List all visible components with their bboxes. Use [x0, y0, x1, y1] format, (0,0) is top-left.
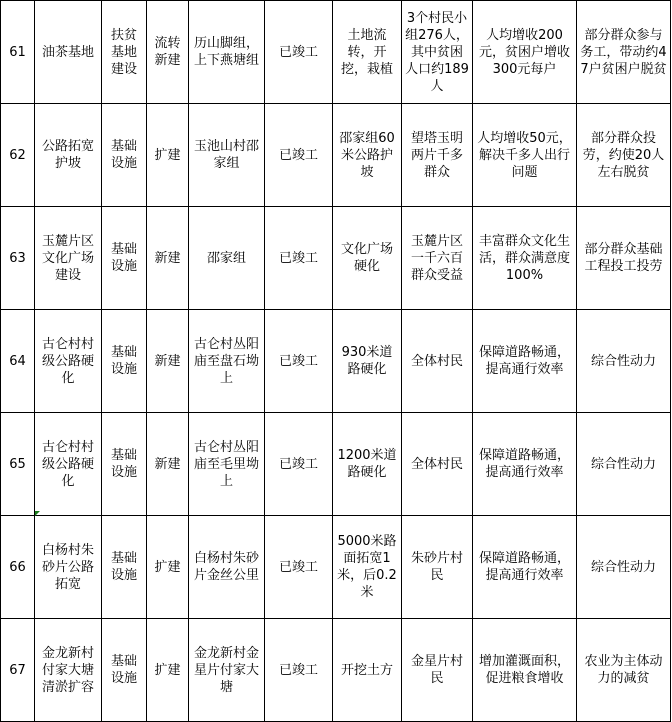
project-name[interactable]: 金龙新村付家大塘清淤扩容 [35, 619, 102, 722]
project-category[interactable]: 基础设施 [102, 619, 147, 722]
row-number[interactable]: 62 [1, 104, 35, 207]
table-row [1, 104, 671, 207]
construction-content[interactable]: 开挖土方 [333, 619, 402, 722]
mechanism[interactable]: 综合性动力 [577, 413, 671, 516]
benefit[interactable]: 保障道路畅通，提高通行效率 [473, 413, 577, 516]
project-location[interactable]: 古仑村丛阳庙至毛里坳上 [189, 413, 265, 516]
project-category[interactable]: 基础设施 [102, 104, 147, 207]
construction-type[interactable]: 扩建 [147, 619, 189, 722]
project-status[interactable]: 已竣工 [265, 619, 333, 722]
project-status[interactable]: 已竣工 [265, 1, 333, 104]
beneficiaries[interactable]: 金星片村民 [402, 619, 473, 722]
construction-type[interactable]: 新建 [147, 207, 189, 310]
beneficiaries[interactable]: 全体村民 [402, 310, 473, 413]
project-location[interactable]: 邵家组 [189, 207, 265, 310]
benefit[interactable]: 保障道路畅通，提高通行效率 [473, 310, 577, 413]
row-number[interactable]: 61 [1, 1, 35, 104]
beneficiaries[interactable]: 玉麓片区一千六百群众受益 [402, 207, 473, 310]
project-status[interactable]: 已竣工 [265, 413, 333, 516]
table-row [1, 207, 671, 310]
project-category[interactable]: 基础设施 [102, 310, 147, 413]
table-row [1, 619, 671, 722]
project-location[interactable]: 历山脚组，上下燕塘组 [189, 1, 265, 104]
project-name[interactable]: 古仑村村级公路硬化 [35, 310, 102, 413]
project-name[interactable]: 白杨村朱砂片公路拓宽 [35, 516, 102, 619]
benefit[interactable]: 丰富群众文化生活，群众满意度100% [473, 207, 577, 310]
construction-content[interactable]: 1200米道路硬化 [333, 413, 402, 516]
beneficiaries[interactable]: 朱砂片村民 [402, 516, 473, 619]
benefit[interactable]: 人均增收200元，贫困户增收300元每户 [473, 1, 577, 104]
project-location[interactable]: 玉池山村邵家组 [189, 104, 265, 207]
mechanism[interactable]: 部分群众投劳，约使20人左右脱贫 [577, 104, 671, 207]
table-row [1, 1, 671, 104]
construction-type[interactable]: 新建 [147, 413, 189, 516]
project-name[interactable]: 古仑村村级公路硬化 [35, 413, 102, 516]
project-location[interactable]: 白杨村朱砂片金丝公里 [189, 516, 265, 619]
project-category[interactable]: 扶贫基地建设 [102, 1, 147, 104]
beneficiaries[interactable]: 全体村民 [402, 413, 473, 516]
row-number[interactable]: 65 [1, 413, 35, 516]
construction-content[interactable]: 930米道路硬化 [333, 310, 402, 413]
table-row [1, 413, 671, 516]
beneficiaries[interactable]: 望塔玉明两片千多群众 [402, 104, 473, 207]
table-row [1, 310, 671, 413]
construction-content[interactable]: 文化广场硬化 [333, 207, 402, 310]
benefit[interactable]: 人均增收50元，解决千多人出行问题 [473, 104, 577, 207]
project-name[interactable]: 油茶基地 [35, 1, 102, 104]
project-status[interactable]: 已竣工 [265, 516, 333, 619]
project-status[interactable]: 已竣工 [265, 310, 333, 413]
benefit[interactable]: 保障道路畅通，提高通行效率 [473, 516, 577, 619]
benefit[interactable]: 增加灌溉面积，促进粮食增收 [473, 619, 577, 722]
table-body [1, 1, 671, 722]
project-category[interactable]: 基础设施 [102, 413, 147, 516]
project-location[interactable]: 古仑村丛阳庙至盘石坳上 [189, 310, 265, 413]
construction-type[interactable]: 新建 [147, 310, 189, 413]
project-status[interactable]: 已竣工 [265, 104, 333, 207]
project-category[interactable]: 基础设施 [102, 207, 147, 310]
row-number[interactable]: 66 [1, 516, 35, 619]
construction-type[interactable]: 扩建 [147, 516, 189, 619]
construction-type[interactable]: 流转新建 [147, 1, 189, 104]
construction-content[interactable]: 土地流转，开挖，栽植 [333, 1, 402, 104]
beneficiaries[interactable]: 3个村民小组276人，其中贫困人口约189人 [402, 1, 473, 104]
table-row [1, 516, 671, 619]
construction-content[interactable]: 5000米路面拓宽1米，后0.2米 [333, 516, 402, 619]
project-name[interactable]: 公路拓宽护坡 [35, 104, 102, 207]
row-number[interactable]: 63 [1, 207, 35, 310]
cell-comment-marker [35, 511, 40, 516]
row-number[interactable]: 64 [1, 310, 35, 413]
project-category[interactable]: 基础设施 [102, 516, 147, 619]
mechanism[interactable]: 农业为主体动力的减贫 [577, 619, 671, 722]
mechanism[interactable]: 综合性动力 [577, 310, 671, 413]
mechanism[interactable]: 部分群众基础工程投工投劳 [577, 207, 671, 310]
row-number[interactable]: 67 [1, 619, 35, 722]
construction-type[interactable]: 扩建 [147, 104, 189, 207]
mechanism[interactable]: 部分群众参与务工，带动约47户贫困户脱贫 [577, 1, 671, 104]
construction-content[interactable]: 邵家组60米公路护坡 [333, 104, 402, 207]
project-location[interactable]: 金龙新村金星片付家大塘 [189, 619, 265, 722]
project-name[interactable]: 玉麓片区文化广场建设 [35, 207, 102, 310]
mechanism[interactable]: 综合性动力 [577, 516, 671, 619]
project-status[interactable]: 已竣工 [265, 207, 333, 310]
